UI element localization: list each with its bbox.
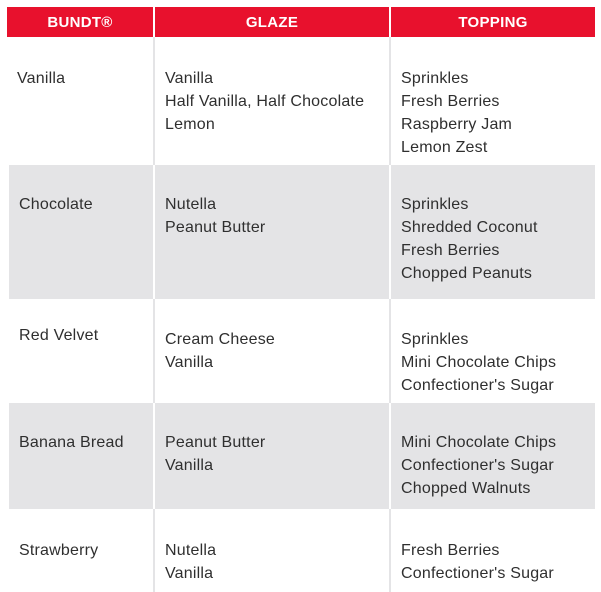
bundt-name: Red Velvet xyxy=(19,327,99,344)
glaze-cell-vanilla xyxy=(153,37,389,165)
topping-item: Raspberry Jam xyxy=(401,116,513,133)
header-topping: TOPPING xyxy=(389,7,595,37)
topping-item: Lemon Zest xyxy=(401,139,488,156)
topping-item: Confectioner's Sugar xyxy=(401,565,554,582)
topping-item: Mini Chocolate Chips xyxy=(401,354,557,371)
header-bundt: BUNDT® xyxy=(7,7,153,37)
bundt-cell-chocolate xyxy=(7,165,153,299)
glaze-item: Vanilla xyxy=(165,457,214,474)
glaze-item: Peanut Butter xyxy=(165,219,266,236)
topping-item: Sprinkles xyxy=(401,70,469,87)
topping-cell-red-velvet xyxy=(389,299,595,403)
glaze-cell-banana-bread xyxy=(153,403,389,509)
bundt-name: Banana Bread xyxy=(19,434,124,451)
topping-item: Fresh Berries xyxy=(401,542,500,559)
glaze-item: Nutella xyxy=(165,196,217,213)
header-glaze: GLAZE xyxy=(153,7,389,37)
topping-item: Chopped Walnuts xyxy=(401,480,531,497)
topping-cell-vanilla xyxy=(389,37,595,165)
bundt-cell-vanilla xyxy=(7,37,153,165)
bundt-cell-strawberry xyxy=(7,509,153,592)
topping-cell-banana-bread xyxy=(389,403,595,509)
glaze-item: Peanut Butter xyxy=(165,434,266,451)
bundt-name: Vanilla xyxy=(17,70,66,87)
glaze-item: Vanilla xyxy=(165,70,214,87)
topping-item: Confectioner's Sugar xyxy=(401,457,554,474)
topping-item: Mini Chocolate Chips xyxy=(401,434,557,451)
bundt-cell-red-velvet xyxy=(7,299,153,403)
topping-item: Chopped Peanuts xyxy=(401,265,533,282)
glaze-cell-red-velvet xyxy=(153,299,389,403)
topping-item: Shredded Coconut xyxy=(401,219,538,236)
glaze-cell-strawberry xyxy=(153,509,389,592)
topping-item: Confectioner's Sugar xyxy=(401,377,554,394)
bundt-cell-banana-bread xyxy=(7,403,153,509)
topping-cell-chocolate xyxy=(389,165,595,299)
glaze-item: Vanilla xyxy=(165,354,214,371)
topping-item: Fresh Berries xyxy=(401,242,500,259)
glaze-item: Vanilla xyxy=(165,565,214,582)
topping-item: Sprinkles xyxy=(401,196,469,213)
pairing-table xyxy=(7,7,595,592)
bundt-name: Strawberry xyxy=(19,542,99,559)
glaze-item: Half Vanilla, Half Chocolate xyxy=(165,93,365,110)
glaze-item: Cream Cheese xyxy=(165,331,276,348)
glaze-item: Lemon xyxy=(165,116,215,133)
topping-item: Sprinkles xyxy=(401,331,469,348)
bundt-name: Chocolate xyxy=(19,196,93,213)
topping-item: Fresh Berries xyxy=(401,93,500,110)
glaze-item: Nutella xyxy=(165,542,217,559)
glaze-cell-chocolate xyxy=(153,165,389,299)
topping-cell-strawberry xyxy=(389,509,595,592)
